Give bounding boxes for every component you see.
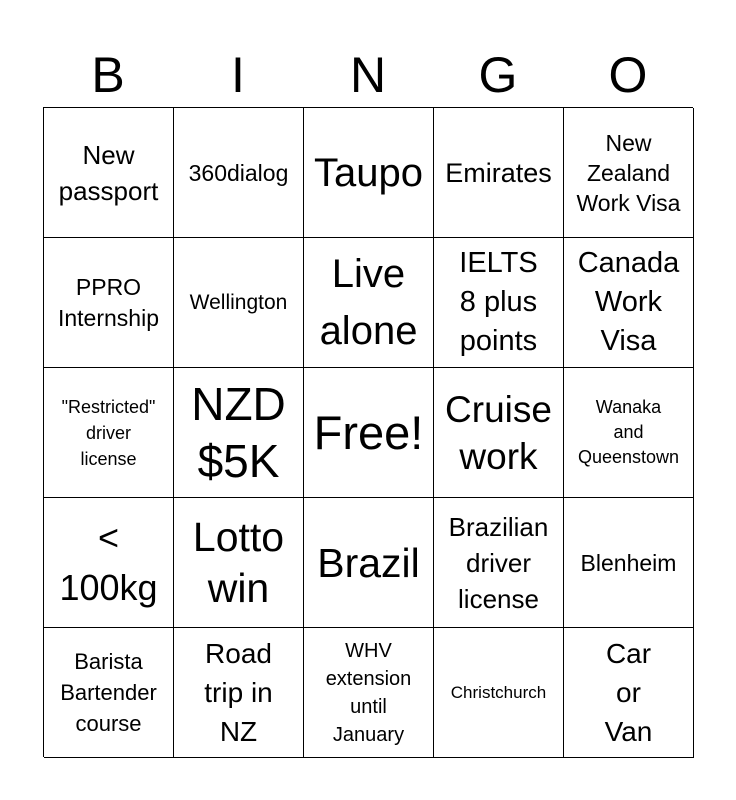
cell-label: PPRO Internship bbox=[57, 273, 159, 331]
cell-label: Lotto win bbox=[192, 513, 285, 611]
cell-label: Free! bbox=[313, 405, 424, 459]
cell-label: Cruise work bbox=[445, 388, 552, 477]
header-letter-o: O bbox=[608, 47, 648, 103]
cell-label: Wellington bbox=[189, 290, 288, 314]
header-letter-g: G bbox=[478, 47, 518, 103]
bingo-cell bbox=[304, 108, 434, 238]
cell-label: Car or Van bbox=[604, 638, 653, 747]
bingo-cell bbox=[174, 368, 304, 498]
cell-label: 360dialog bbox=[188, 159, 289, 186]
bingo-board bbox=[43, 107, 693, 757]
bingo-cell bbox=[44, 238, 174, 368]
cell-label: New passport bbox=[58, 139, 159, 206]
bingo-cell bbox=[564, 368, 694, 498]
cell-label: IELTS 8 plus points bbox=[459, 247, 538, 357]
header-letter-i: I bbox=[231, 47, 245, 103]
header-letter-n: N bbox=[349, 47, 387, 103]
cell-label: NZD $5K bbox=[191, 377, 286, 487]
bingo-cell bbox=[434, 238, 564, 368]
cell-label: Barista Bartender course bbox=[60, 649, 157, 736]
cell-label: Christchurch bbox=[450, 682, 547, 702]
cell-label: Taupo bbox=[314, 150, 423, 195]
cell-label: < 100kg bbox=[59, 516, 158, 608]
bingo-cell bbox=[304, 498, 434, 628]
bingo-cell bbox=[174, 238, 304, 368]
header-letter-b: B bbox=[91, 47, 125, 103]
bingo-cell bbox=[44, 498, 174, 628]
bingo-cell bbox=[174, 498, 304, 628]
cell-label: Canada Work Visa bbox=[577, 247, 680, 357]
bingo-cell bbox=[434, 108, 564, 238]
bingo-cell bbox=[564, 238, 694, 368]
cell-label: WHV extension until January bbox=[325, 639, 412, 746]
cell-label: Live alone bbox=[319, 251, 418, 353]
cell-label: New Zealand Work Visa bbox=[576, 129, 681, 216]
cell-label: Emirates bbox=[445, 157, 552, 188]
bingo-cell bbox=[304, 368, 434, 498]
bingo-cell bbox=[434, 368, 564, 498]
cell-label: Brazilian driver license bbox=[448, 511, 549, 614]
bingo-cell bbox=[174, 628, 304, 758]
bingo-cell bbox=[44, 368, 174, 498]
cell-label: Road trip in NZ bbox=[204, 638, 273, 747]
cell-label: Blenheim bbox=[580, 549, 677, 576]
cell-label: Wanaka and Queenstown bbox=[577, 397, 680, 467]
bingo-cell bbox=[304, 628, 434, 758]
bingo-header bbox=[43, 44, 693, 106]
cell-label: "Restricted" driver license bbox=[61, 396, 156, 469]
bingo-cell bbox=[564, 628, 694, 758]
bingo-cell bbox=[304, 238, 434, 368]
bingo-cell bbox=[174, 108, 304, 238]
bingo-cell bbox=[44, 628, 174, 758]
bingo-cell bbox=[564, 108, 694, 238]
bingo-cell bbox=[434, 628, 564, 758]
bingo-cell bbox=[564, 498, 694, 628]
bingo-cell bbox=[44, 108, 174, 238]
cell-label: Brazil bbox=[317, 539, 420, 586]
bingo-cell bbox=[434, 498, 564, 628]
